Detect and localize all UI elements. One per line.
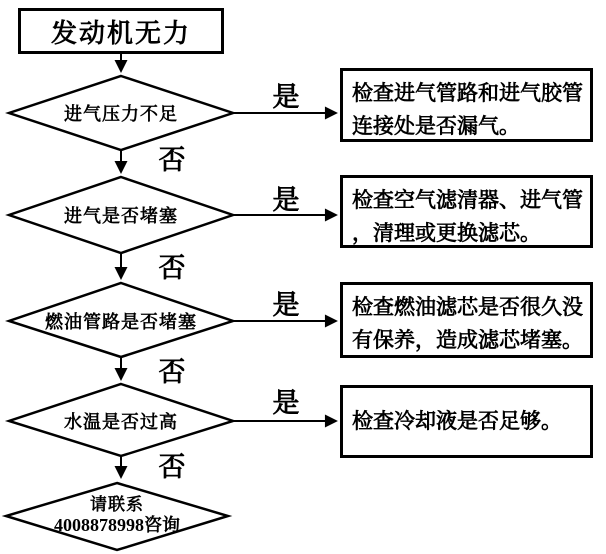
action-box-2 xyxy=(340,175,593,248)
yes-label-3: 是 xyxy=(272,290,300,320)
no-label-4: 否 xyxy=(158,452,186,482)
action-text-line: 检查冷却液是否足够。 xyxy=(352,409,562,433)
no-label-2: 否 xyxy=(158,253,186,283)
end-node-line1: 请联系 xyxy=(90,495,144,514)
start-node xyxy=(18,8,224,54)
action-box-4 xyxy=(340,385,593,458)
action-text-line: 检查空气滤清器、进气管 xyxy=(352,188,583,212)
decision-label-2: 进气是否堵塞 xyxy=(64,206,178,226)
no-label-3: 否 xyxy=(158,357,186,387)
decision-label-4: 水温是否过高 xyxy=(64,412,178,432)
end-node-label xyxy=(6,494,228,536)
action-text-line: 连接处是否漏气。 xyxy=(352,114,520,138)
action-box-3 xyxy=(340,282,593,358)
end-node-line2: 4008878998咨询 xyxy=(54,515,180,535)
action-box-1 xyxy=(340,68,593,142)
decision-label-3: 燃油管路是否堵塞 xyxy=(45,312,197,332)
start-node-label: 发动机无力 xyxy=(50,18,191,48)
no-label-1: 否 xyxy=(158,145,186,175)
action-text-line: 有保养，造成滤芯堵塞。 xyxy=(352,328,583,352)
yes-label-1: 是 xyxy=(272,82,300,112)
decision-label-1: 进气压力不足 xyxy=(64,104,178,124)
action-text-line: ，清理或更换滤芯。 xyxy=(352,221,541,245)
yes-label-2: 是 xyxy=(272,185,300,215)
yes-label-4: 是 xyxy=(272,388,300,418)
action-text-line: 检查燃油滤芯是否很久没 xyxy=(352,295,583,319)
action-text-line: 检查进气管路和进气胶管 xyxy=(352,81,583,105)
